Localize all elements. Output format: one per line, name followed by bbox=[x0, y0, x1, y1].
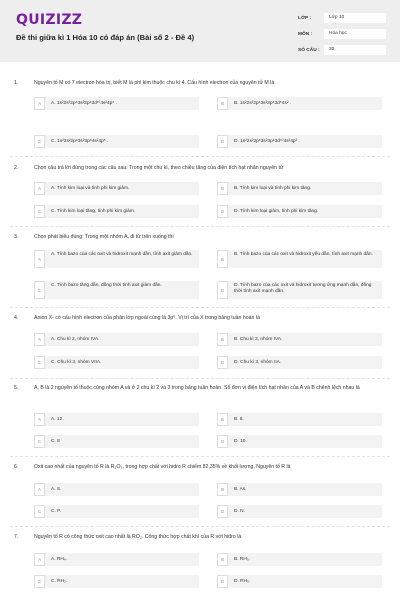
option-a[interactable] bbox=[34, 413, 199, 426]
option-text: B. Chu kì 3, nhóm IVA. bbox=[234, 336, 283, 342]
option-letter: A bbox=[34, 97, 45, 110]
option-text: D. Tính kim loại giảm, tính phi kim tăng. bbox=[234, 208, 319, 214]
option-c[interactable] bbox=[34, 575, 199, 588]
option-letter: B bbox=[217, 97, 228, 110]
option-letter: B bbox=[217, 413, 228, 426]
option-letter: A bbox=[34, 413, 45, 426]
option-letter: D bbox=[217, 435, 228, 448]
option-letter: C bbox=[34, 135, 45, 148]
option-text: C. Chu kì 3, nhóm VIIA. bbox=[51, 359, 102, 365]
option-letter: C bbox=[34, 281, 45, 299]
option-b[interactable] bbox=[217, 250, 382, 268]
option-a[interactable] bbox=[34, 553, 199, 566]
option-text: D. 10. bbox=[234, 438, 247, 444]
option-text: C. 1s²2s²2p⁶3s²3p⁶4s²4p⁵ . bbox=[51, 138, 109, 144]
option-letter: C bbox=[34, 575, 45, 588]
option-c[interactable] bbox=[34, 505, 199, 518]
meta-count-box bbox=[324, 45, 386, 55]
option-c[interactable] bbox=[34, 435, 199, 448]
option-text: C. Tính kim loại tăng, tính phi kim giảm. bbox=[51, 208, 136, 214]
option-text: B. 1s²2s²2p⁶3s²3p⁶3d⁵4s² . bbox=[234, 100, 292, 106]
question-divider bbox=[10, 526, 390, 527]
meta-class-box bbox=[324, 13, 386, 23]
meta-class-value: Lớp 10 bbox=[329, 15, 345, 20]
option-d[interactable] bbox=[217, 281, 382, 299]
option-a[interactable] bbox=[34, 483, 199, 496]
question-number: 4. bbox=[14, 315, 19, 321]
option-a[interactable] bbox=[34, 182, 199, 195]
option-text: B. Tính bazo của các oxit và hidroxit yếu dần, tính axit mạnh dần. bbox=[234, 252, 373, 257]
question-divider bbox=[10, 226, 390, 227]
question-number: 2. bbox=[14, 165, 19, 171]
question-divider bbox=[10, 156, 390, 157]
option-text: A. RH₄. bbox=[51, 556, 68, 562]
meta-class-label: LỚP : bbox=[298, 16, 312, 21]
option-text: A. S. bbox=[51, 486, 62, 492]
question-text: Chọn câu trả lời đúng trong các câu sau: Trong một chu kì, theo chiều tăng của điện tích hạt nhân nguyên tử bbox=[34, 165, 284, 171]
option-letter: D bbox=[217, 281, 228, 299]
option-a[interactable] bbox=[34, 333, 199, 346]
option-d[interactable] bbox=[217, 356, 382, 369]
meta-subject-value: Hóa học bbox=[329, 31, 347, 36]
option-letter: D bbox=[217, 135, 228, 148]
question-number: 7. bbox=[14, 534, 19, 540]
question-text: Anion X- có cấu hình electron của phân lớp ngoài cùng là 3p⁶. Vị trí của X trong bảng tuần hoàn là bbox=[34, 315, 260, 321]
option-d[interactable] bbox=[217, 205, 382, 218]
option-text: C. P. bbox=[51, 508, 62, 514]
option-text: A. Tính kim loại và tính phi kim giảm. bbox=[51, 185, 130, 191]
option-letter: C bbox=[34, 356, 45, 369]
page-header bbox=[0, 0, 400, 62]
question-number: 6. bbox=[14, 464, 19, 470]
option-text: B. RH₃. bbox=[234, 556, 251, 562]
option-letter: A bbox=[34, 553, 45, 566]
option-text: B. Tính kim loại và tính phi kim tăng. bbox=[234, 185, 312, 191]
option-letter: B bbox=[217, 483, 228, 496]
option-letter: D bbox=[217, 575, 228, 588]
option-text: A. Tính bazo của các oxit và hidroxit mạnh dần, tính axit giảm dần. bbox=[51, 252, 193, 257]
option-text: D. Tính bazo của các oxit và hidroxit tương ứng mạnh dần, đồng thời tính axit mạnh dần. bbox=[234, 283, 372, 294]
option-letter: C bbox=[34, 435, 45, 448]
option-letter: D bbox=[217, 356, 228, 369]
option-text: D. Chu kì 3, nhóm IIA. bbox=[234, 359, 282, 365]
question-number: 5. bbox=[14, 385, 19, 391]
option-letter: D bbox=[217, 505, 228, 518]
option-text: A. Chu kì 2, nhóm IVA. bbox=[51, 336, 100, 342]
meta-count-label: SỐ CÂU : bbox=[298, 48, 320, 53]
question-text: Oxit cao nhất của nguyên tố R là R₂O₅, trong hợp chất với hidro R chiếm 82,35% về khối lượng. Nguyên tố R là bbox=[34, 464, 291, 470]
option-d[interactable] bbox=[217, 575, 382, 588]
option-c[interactable] bbox=[34, 281, 199, 299]
option-letter: B bbox=[217, 553, 228, 566]
option-text: D. 1s²2s²2p⁶3s²3p⁶3d¹⁰4s²4p² . bbox=[234, 138, 300, 144]
question-divider bbox=[10, 378, 390, 379]
option-letter: A bbox=[34, 483, 45, 496]
option-letter: B bbox=[217, 182, 228, 195]
option-text: A. 12. bbox=[51, 416, 64, 422]
option-text: A. 1s²2s²2p⁶3s²3p⁶3d¹⁰4s²4p⁵ . bbox=[51, 100, 117, 106]
option-letter: B bbox=[217, 250, 228, 268]
option-letter: A bbox=[34, 333, 45, 346]
option-letter: C bbox=[34, 505, 45, 518]
option-text: C. Tính bazo tăng dần, đồng thời tính axit giảm dần. bbox=[51, 283, 162, 288]
option-a[interactable] bbox=[34, 97, 199, 110]
option-a[interactable] bbox=[34, 250, 199, 268]
option-letter: D bbox=[217, 205, 228, 218]
question-number: 3. bbox=[14, 234, 19, 240]
option-text: B. 6. bbox=[234, 416, 244, 422]
question-text: Nguyên tố R có công thức oxit cao nhất là RO₂. Công thức hợp chất khí của R với hidro là bbox=[34, 534, 242, 540]
option-d[interactable] bbox=[217, 505, 382, 518]
question-text: Chọn phát biểu đúng: Trong một nhóm A, đi từ trên xuống thì bbox=[34, 234, 174, 240]
option-c[interactable] bbox=[34, 135, 199, 148]
option-letter: A bbox=[34, 250, 45, 268]
option-letter: C bbox=[34, 205, 45, 218]
question-divider bbox=[10, 307, 390, 308]
question-number: 1. bbox=[14, 80, 19, 86]
option-d[interactable] bbox=[217, 435, 382, 448]
meta-count-value: 30 bbox=[329, 47, 335, 52]
option-text: C. RH₂. bbox=[51, 578, 68, 584]
quizizz-logo: QUIZIZZ bbox=[16, 12, 83, 28]
meta-subject-box bbox=[324, 29, 386, 39]
option-b[interactable] bbox=[217, 333, 382, 346]
question-divider bbox=[10, 456, 390, 457]
question-text: A, B là 2 nguyên tố thuộc cùng nhóm A và ở 2 chu kì 2 và 3 trong bảng tuần hoàn. Số đơn vị điện tích hạt nhân của A và B chênh lệch nhau là bbox=[34, 385, 360, 391]
option-c[interactable] bbox=[34, 356, 199, 369]
option-text: B. As. bbox=[234, 486, 247, 492]
option-b[interactable] bbox=[217, 553, 382, 566]
option-b[interactable] bbox=[217, 413, 382, 426]
question-text: Nguyên tố M có 7 electron hóa trị, biết M là phi kim thuộc chu kì 4. Cấu hình electron của nguyên tử M là bbox=[34, 80, 275, 86]
exam-title: Đề thi giữa kì 1 Hóa 10 có đáp án (Bài số 2 - Đề 4) bbox=[16, 33, 195, 42]
option-c[interactable] bbox=[34, 205, 199, 218]
option-d[interactable] bbox=[217, 135, 382, 148]
option-text: D. N. bbox=[234, 508, 245, 514]
meta-subject-label: MÔN : bbox=[298, 32, 313, 37]
option-b[interactable] bbox=[217, 97, 382, 110]
option-text: C. 8 bbox=[51, 438, 60, 444]
option-b[interactable] bbox=[217, 483, 382, 496]
option-letter: B bbox=[217, 333, 228, 346]
option-b[interactable] bbox=[217, 182, 382, 195]
option-text: D. RH₅. bbox=[234, 578, 251, 584]
option-letter: A bbox=[34, 182, 45, 195]
